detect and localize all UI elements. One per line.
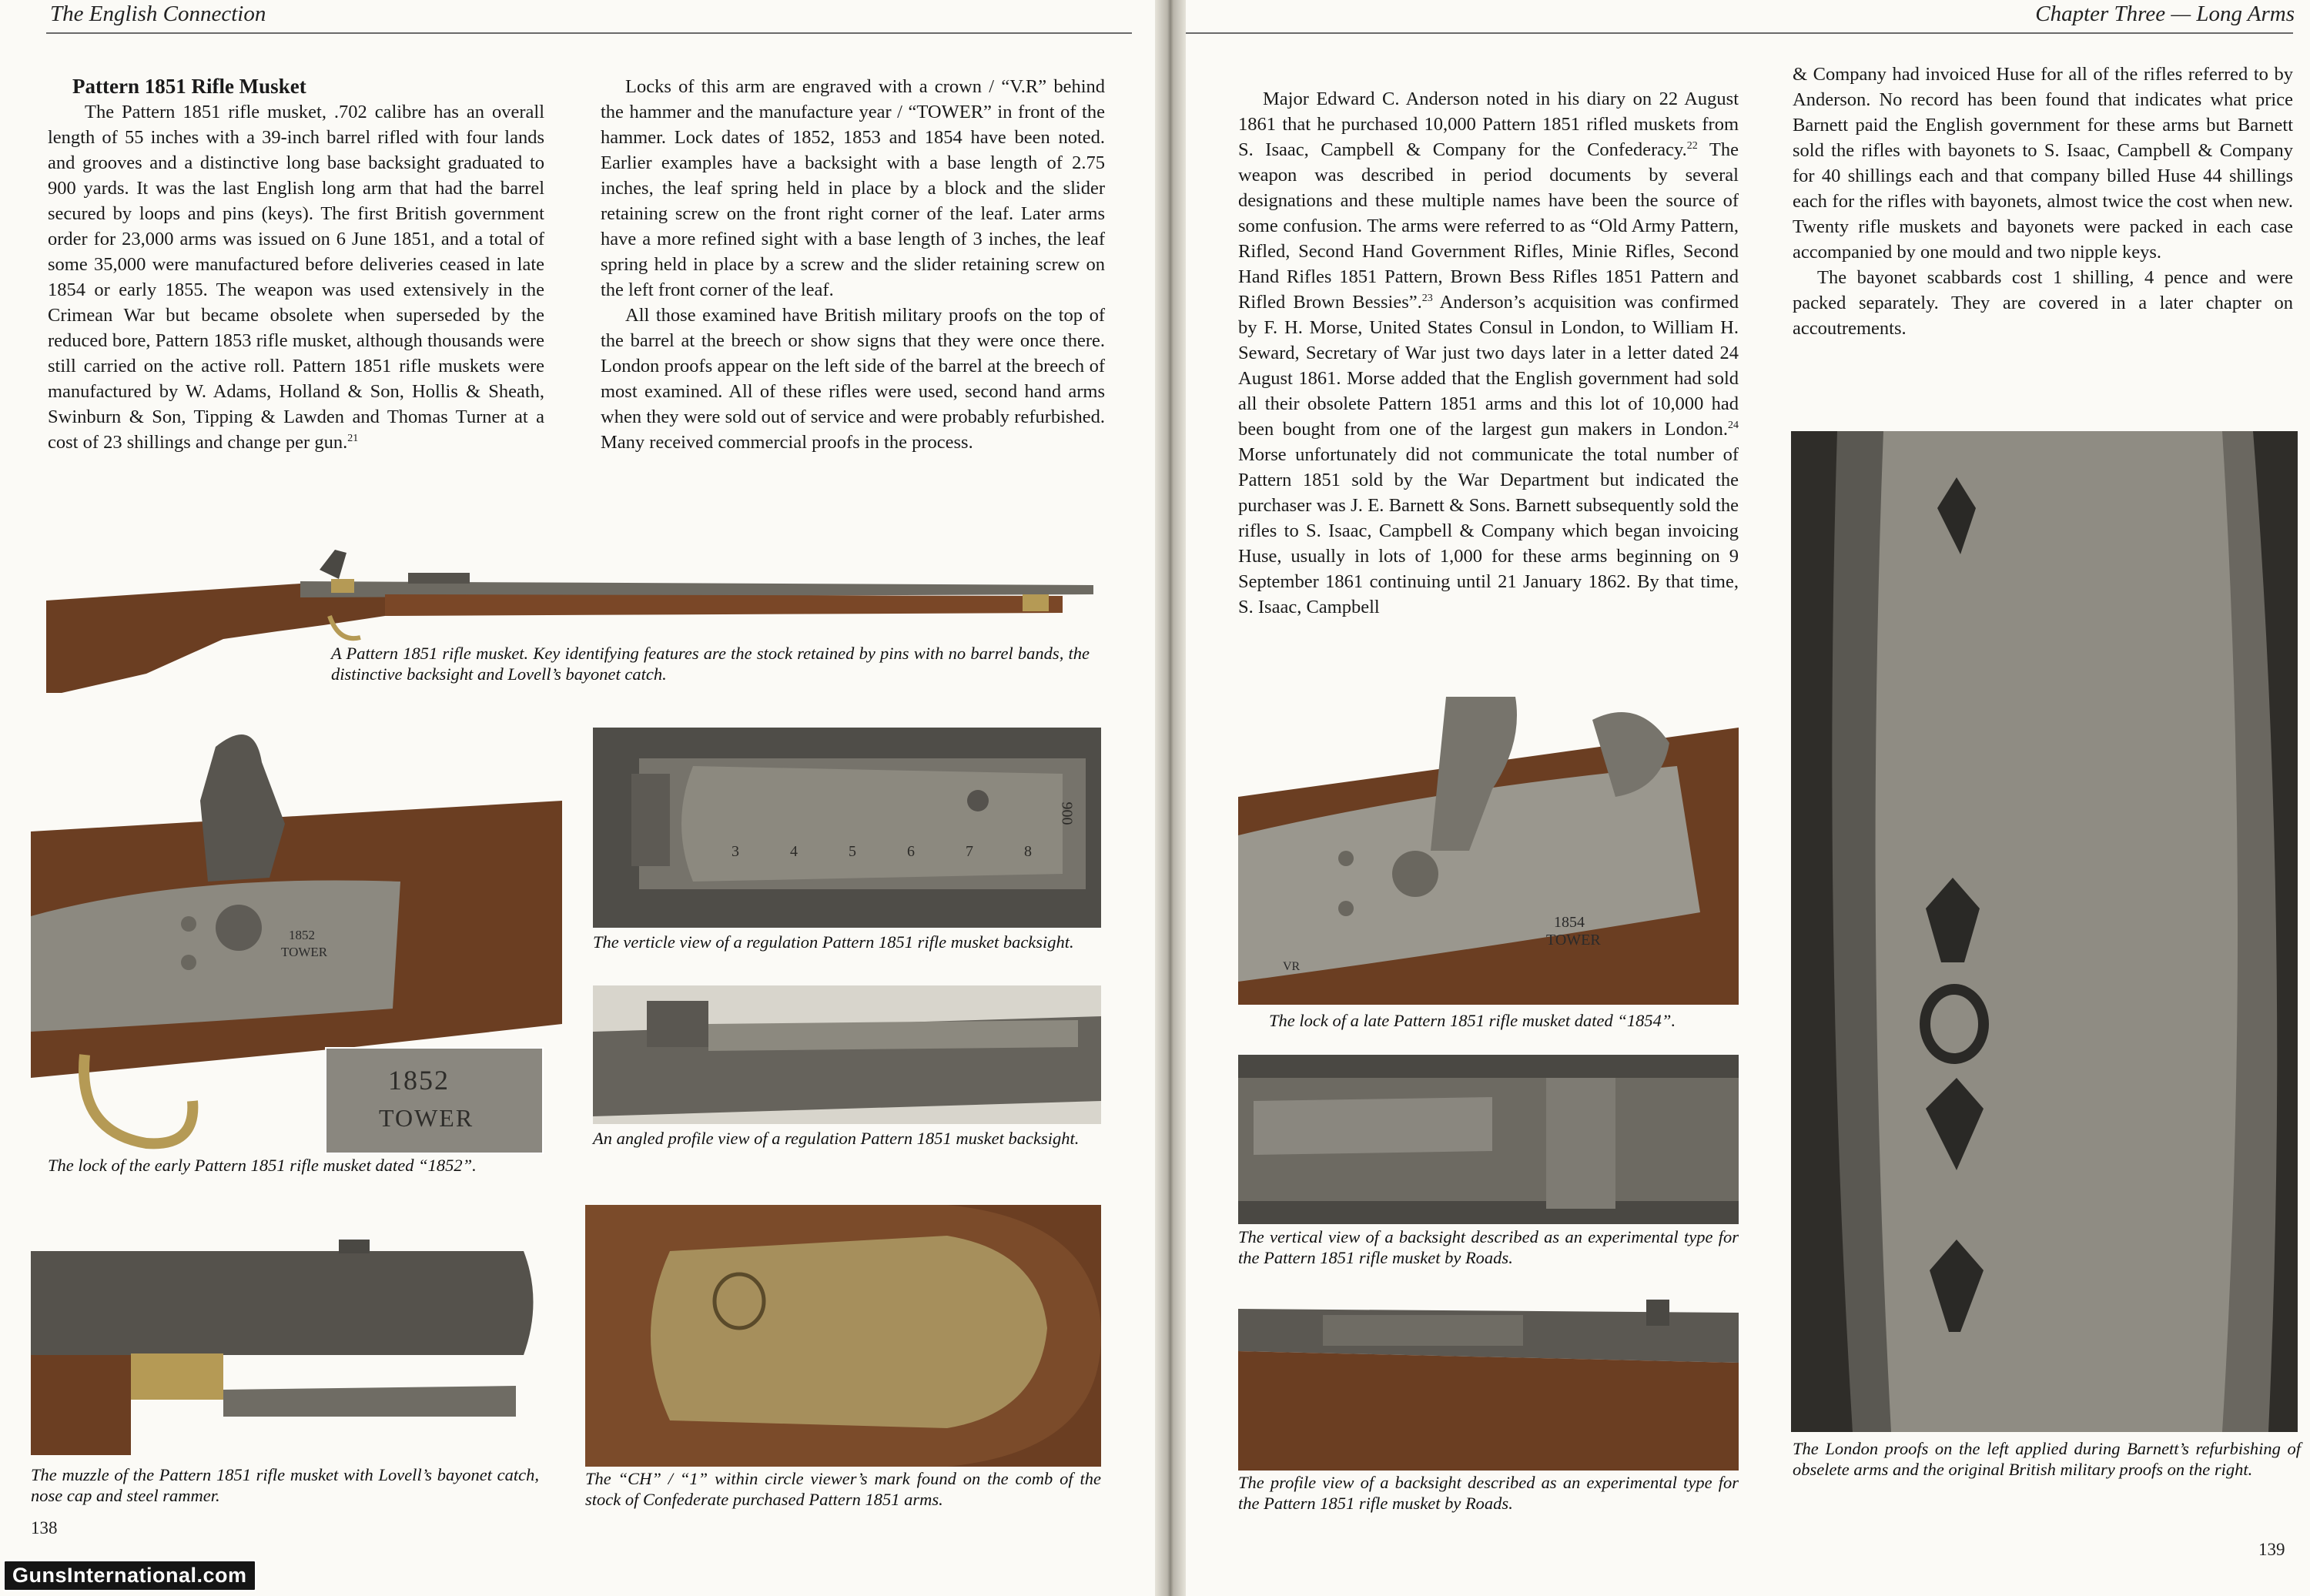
caption-exp-vertical: The vertical view of a backsight described as an experimental type for the Pattern 1851 rifle musket by Roads. [1238,1227,1739,1267]
header-rule-right [1184,32,2293,34]
paragraph-part: Major Edward C. Anderson noted in his diary on 22 August 1861 that he purchased 10,000 Pattern 1851 rifled muskets from S. Isaac, Campbell & Company for the Confederacy. [1238,89,1739,160]
sight-mark: 6 [907,843,915,860]
sight-mark: 8 [1024,843,1032,860]
sight-graduations [732,843,1032,861]
caption-sight-vertical: The verticle view of a regulation Pattern 1851 rifle musket backsight. [593,932,1074,952]
caption-exp-profile: The profile view of a backsight described as an experimental type for the Pattern 1851 rifle musket by Roads. [1238,1473,1739,1513]
right-text-column-2 [1793,62,2293,341]
page-number-left: 138 [31,1518,58,1537]
caption-proofs: The London proofs on the left applied during Barnett’s refurbishing of obselete arms and the original British military proofs on the right. [1793,1439,2301,1479]
exp-sight-vertical-photo [1238,1055,1739,1224]
caption-muzzle: The muzzle of the Pattern 1851 rifle musket with Lovell’s bayonet catch, nose cap and steel rammer. [31,1465,539,1505]
sight-mark: 7 [966,843,973,860]
engraved-tower: TOWER [281,945,328,959]
section-heading: Pattern 1851 Rifle Musket [72,75,306,98]
left-text-column-1 [48,74,544,455]
sight-mark: 5 [849,843,856,860]
right-text-column-1 [1238,86,1739,620]
right-page [1177,0,2310,1596]
paragraph-part: Morse unfortunately did not communicate the total number of Pattern 1851 sold by the War Department but indicated the purchaser was J. E. Barnett & Sons. Barnett subsequently sold the rifles to S. Isaac, Campbell & Company which began invoicing Huse, usually in lots of 1,000 for these arms beginning on 9 September 1861 continuing until 21 January 1862. By that time, S. Isaac, Campbell [1238,444,1739,617]
caption-lock-1852: The lock of the early Pattern 1851 rifle musket dated “1852”. [48,1156,477,1175]
sight-mark: 3 [732,843,739,860]
watermark-logo: GunsInternational.com [3,1560,256,1591]
engraved-year: 1852 [289,928,315,942]
footnote-ref: 24 [1728,419,1739,431]
paragraph-part: Anderson’s acquisition was confirmed by F. H. Morse, United States Consul in London, to William H. Seward, Secretary of War just two days later in a letter dated 24 August 1861. Morse added that the English government had sold all their obsolete Pattern 1851 arms and this lot of 10,000 had been bought from one of the largest gun makers in London. [1238,292,1739,440]
header-rule-left [46,32,1132,34]
muzzle-photo [31,1224,539,1463]
inset-tower: TOWER [379,1104,474,1132]
lock-1854-photo [1238,697,1739,1005]
engraved-year: 1854 [1554,914,1585,931]
sight-angled-photo [593,985,1101,1124]
page-number-right: 139 [2258,1540,2285,1559]
footnote-ref: 23 [1421,292,1433,304]
left-text-column-2 [601,74,1105,455]
caption-sight-angled: An angled profile view of a regulation Pattern 1851 musket backsight. [593,1129,1080,1148]
sight-vertical-photo [593,728,1101,928]
paragraph: Locks of this arm are engraved with a crown / “V.R” behind the hammer and the manufacture year / “TOWER” in front of the hammer. Lock dates of 1852, 1853 and 1854 have been noted. Earlier examples have a backsight with a base length of 2.75 inches, the leaf spring held in place by a block and the slider retaining screw on the front right corner of the leaf. Later arms have a more refined sight with a base length of 3 inches, the leaf spring held in place by a screw and the slider retaining screw on the left front corner of the leaf. [601,76,1105,300]
paragraph: All those examined have British military proofs on the top of the barrel at the breech or show signs that they were once there. London proofs appear on the left side of the barrel at the breech of most examined. All of these rifles were used, second hand arms when they were sold out of service and were probably refurbished. Many received commercial proofs in the process. [601,305,1105,453]
paragraph: The bayonet scabbards cost 1 shilling, 4 pence and were packed separately. They are covered in a later chapter on accoutrements. [1793,267,2293,339]
paragraph: & Company had invoiced Huse for all of the rifles referred to by Anderson. No record has been found that indicates what price Barnett paid the English government for these arms but Barnett sold the rifles with bayonets to S. Isaac, Campbell & Company for 40 shillings each and that company billed Huse 44 shillings each for the rifles with bayonets, almost twice the cost when new. Twenty rifle muskets and bayonets were packed in each case accompanied by one mould and two nipple keys. [1793,64,2293,263]
comb-mark-photo [585,1205,1101,1467]
paragraph-part: The weapon was described in period documents by several designations and these multiple names have been the source of some confusion. The arms were referred to as “Old Army Pattern, Rifled, Second Hand Government Rifles, Minie Rifles, Second Hand Rifles 1851 Pattern, Brown Bess Rifles 1851 Pattern and Rifled Brown Bessies”. [1238,139,1739,313]
book-gutter [1155,0,1186,1596]
caption-full-rifle: A Pattern 1851 rifle musket. Key identifying features are the stock retained by pins with no barrel bands, the distinctive backsight and Lovell’s bayonet catch. [331,644,1090,684]
caption-lock-1854: The lock of a late Pattern 1851 rifle musket dated “1854”. [1269,1011,1676,1030]
exp-sight-profile-photo [1238,1278,1739,1471]
sight-mark: 4 [790,843,798,860]
sight-range-mark: 900 [1058,801,1076,825]
caption-comb-mark: The “CH” / “1” within circle viewer’s mark found on the comb of the stock of Confederate purchased Pattern 1851 arms. [585,1469,1101,1509]
proof-marks-photo [1791,431,2298,1432]
lock-stamp-inset [325,1047,544,1154]
running-head-left: The English Connection [50,2,266,26]
footnote-ref: 21 [347,432,359,444]
engraved-vr: VR [1283,960,1301,973]
engraved-tower: TOWER [1546,932,1601,949]
footnote-ref: 22 [1686,139,1698,152]
inset-year: 1852 [388,1065,450,1096]
paragraph: The Pattern 1851 rifle musket, .702 calibre has an overall length of 55 inches with a 39-inch barrel rifled with four lands and grooves and a distinctive long base backsight graduated to 900 yards. It was the last English long arm that had the barrel secured by loops and pins (keys). The first British government order for 23,000 arms was issued on 6 June 1851, and a total of some 35,000 were manufactured before deliveries ceased in late 1854 or early 1855. The weapon was used extensively in the Crimean War but became obsolete when superseded by the reduced bore, Pattern 1853 rifle musket, although thousands were still carried on the active roll. Pattern 1851 rifle muskets were manufactured by W. Adams, Holland & Son, Hollis & Sheath, Swinburn & Son, Tipping & Lawden and Thomas Turner at a cost of 23 shillings and change per gun. [48,102,544,453]
running-head-right: Chapter Three — Long Arms [2035,2,2295,26]
